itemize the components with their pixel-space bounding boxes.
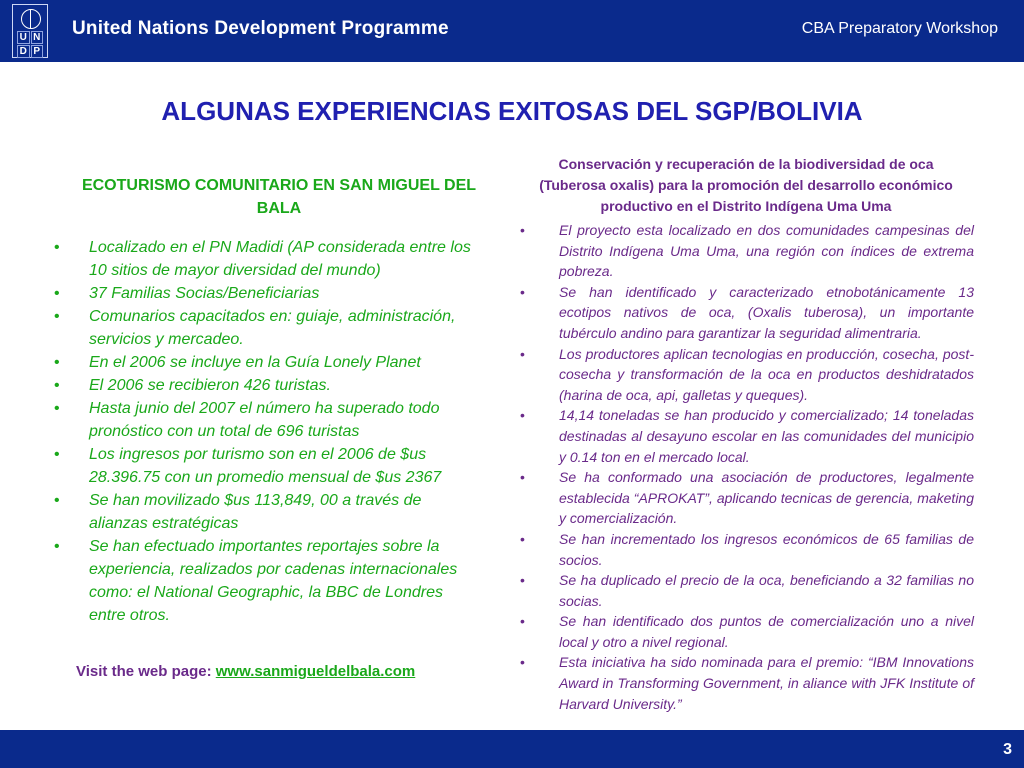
list-item: • El 2006 se recibieron 426 turistas.: [54, 374, 474, 397]
footer-bar: [0, 730, 1024, 768]
right-bullet-list: [516, 220, 974, 714]
right-heading: Conservación y recuperación de la biodiversidad de oca (Tuberosa oxalis) para la promoción del desarrollo económico productivo en el Distrito Indígena Uma Uma: [539, 156, 953, 214]
list-item: • Comunarios capacitados en: guiaje, administración, servicios y mercadeo.: [54, 305, 474, 351]
list-item: • 14,14 toneladas se han producido y comercializado; 14 toneladas destinadas al desayuno escolar en las comunidades del municipio y 0.14 ton en el mercado local.: [516, 405, 974, 467]
page-number: 3: [1003, 741, 1012, 758]
list-item: • Se han identificado dos puntos de comercialización uno a nivel local y otro a nivel regional.: [516, 611, 974, 652]
logo-letters: [17, 31, 43, 58]
left-bullet-list: [54, 236, 484, 627]
logo-letter: N: [31, 31, 44, 44]
logo-letter: U: [17, 31, 30, 44]
org-name: United Nations Development Programme: [72, 18, 449, 39]
list-item: • Hasta junio del 2007 el número ha superado todo pronóstico con un total de 696 turistas: [54, 397, 474, 443]
list-item: • Se ha conformado una asociación de productores, legalmente establecida “APROKAT”, aplicando tecnicas de gerencia, maketing y comercialización.: [516, 467, 974, 529]
un-globe-icon: [21, 9, 41, 29]
header-bar: [0, 0, 1024, 62]
list-item: • Los productores aplican tecnologias en producción, cosecha, post-cosecha y transformación de la oca en productos deshidratados (harina de oca, api, galletas y queques).: [516, 344, 974, 406]
list-item: • Localizado en el PN Madidi (AP considerada entre los 10 sitios de mayor diversidad del mundo): [54, 236, 474, 282]
list-item: • Los ingresos por turismo son en el 2006 de $us 28.396.75 con un promedio mensual de $us 2367: [54, 443, 474, 489]
list-item: • Se han efectuado importantes reportajes sobre la experiencia, realizados por cadenas internacionales como: el National Geographic, la BBC de Londres entre otros.: [54, 535, 474, 627]
list-item: • Esta iniciativa ha sido nominada para el premio: “IBM Innovations Award in Transforming Government, in aliance with JFK Institute of Harvard University.”: [516, 652, 974, 714]
slide-title: ALGUNAS EXPERIENCIAS EXITOSAS DEL SGP/BOLIVIA: [161, 96, 863, 126]
list-item: • 37 Familias Socias/Beneficiarias: [54, 282, 474, 305]
logo-letter: D: [17, 45, 30, 58]
website-link[interactable]: www.sanmigueldelbala.com: [215, 663, 416, 680]
workshop-label: CBA Preparatory Workshop: [801, 20, 998, 37]
right-column: [516, 154, 974, 714]
undp-logo: [12, 4, 48, 58]
list-item: • Se han incrementado los ingresos económicos de 65 familias de socios.: [516, 529, 974, 570]
left-heading: ECOTURISMO COMUNITARIO EN SAN MIGUEL DEL BALA: [81, 177, 477, 217]
logo-letter: P: [31, 45, 44, 58]
list-item: • En el 2006 se incluye en la Guía Lonely Planet: [54, 351, 474, 374]
list-item: • Se han identificado y caracterizado etnobotánicamente 13 ecotipos nativos de oca, (Oxalis tuberosa), un importante tubérculo andino para garantizar la seguridad alimentraria.: [516, 282, 974, 344]
list-item: • Se ha duplicado el precio de la oca, beneficiando a 32 familias no socias.: [516, 570, 974, 611]
left-column: [54, 174, 484, 627]
list-item: • El proyecto esta localizado en dos comunidades campesinas del Distrito Indígena Uma Uma, una región con índices de extrema pobreza.: [516, 220, 974, 282]
list-item: • Se han movilizado $us 113,849, 00 a través de alianzas estratégicas: [54, 489, 474, 535]
visit-label: Visit the web page:: [76, 663, 216, 680]
visit-web-page: [76, 663, 415, 680]
